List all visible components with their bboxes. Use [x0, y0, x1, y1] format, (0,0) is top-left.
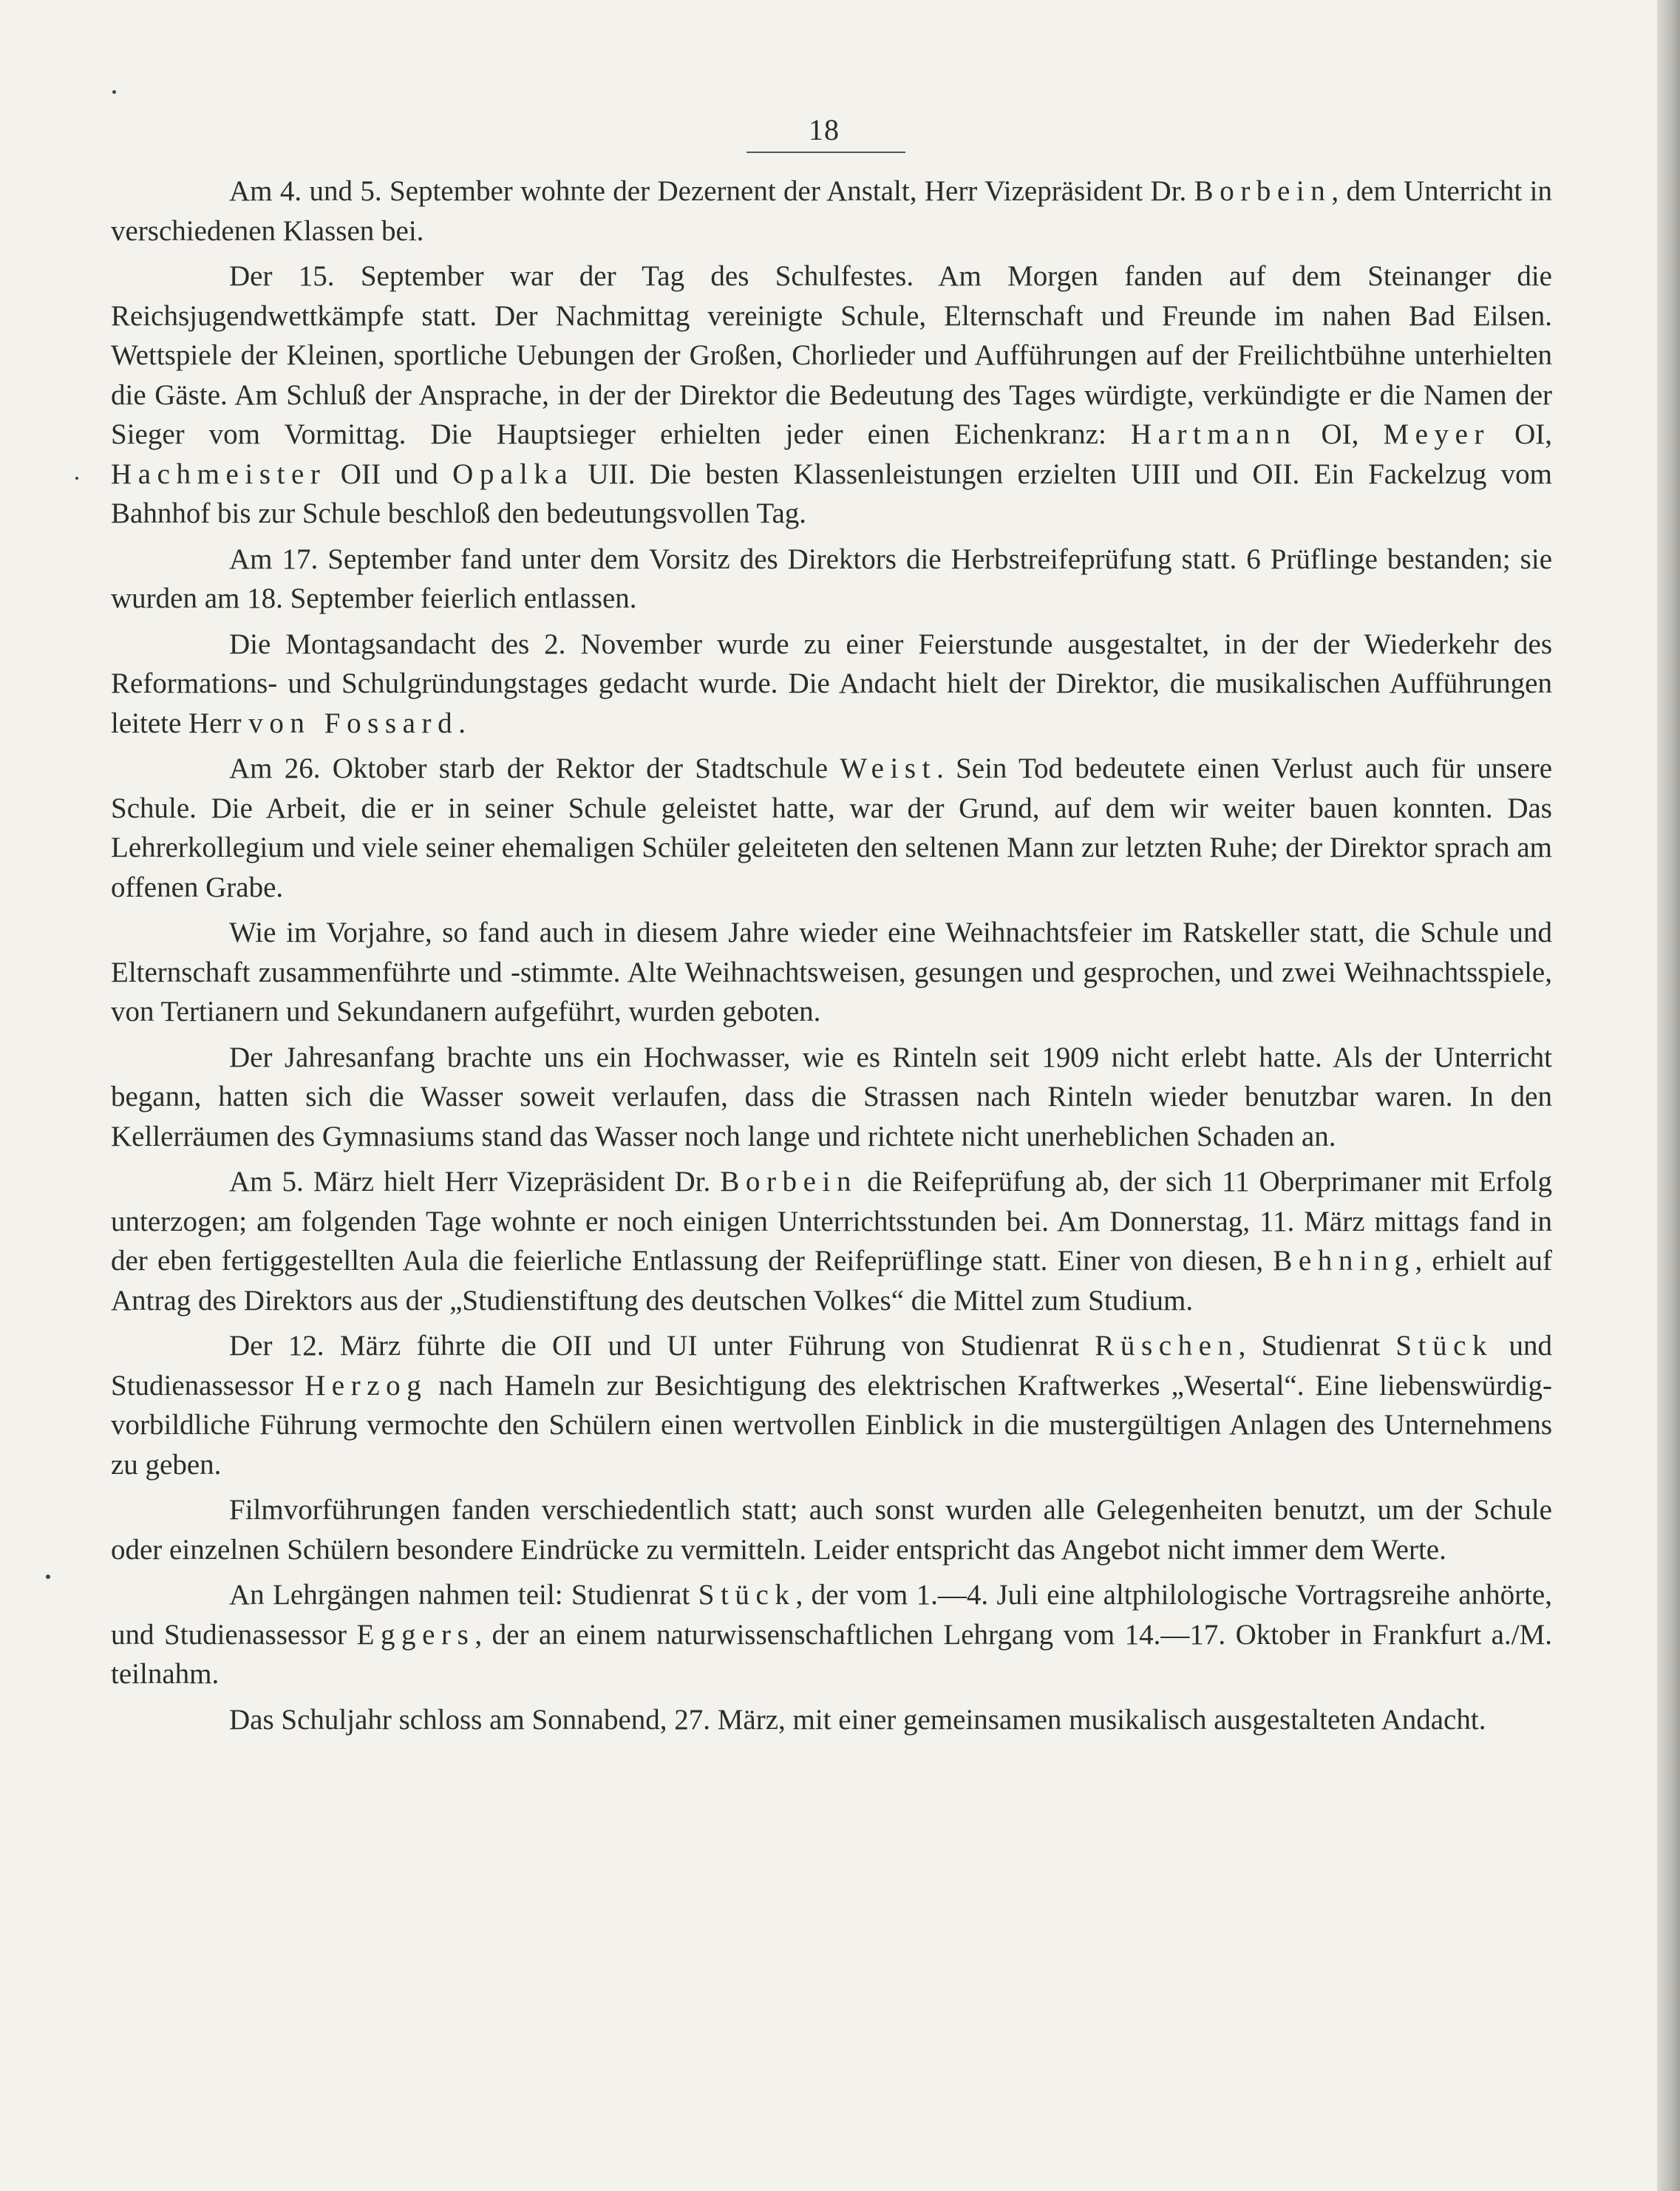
text-run: OI, — [1490, 418, 1553, 450]
text-run: OI, — [1296, 418, 1384, 450]
text-run: , erhielt auf Antrag des Direktors aus der „Studienstiftung des deutschen Volkes“ die Mittel zum Studium. — [111, 1245, 1553, 1317]
text-run: Der 12. März führte die OII und UI unter Führung von Studienrat — [229, 1330, 1095, 1362]
ink-speck — [75, 477, 78, 480]
ink-speck — [46, 1575, 50, 1579]
paragraph — [111, 257, 1552, 534]
text-run: , der vom 1.—4. Juli eine altphilologische Vortragsreihe anhörte, und Studienassessor — [111, 1579, 1552, 1651]
text-run: Am 4. und 5. September wohnte der Dezernent der Anstalt, Herr Vizepräsident Dr. — [229, 175, 1194, 207]
paragraph — [111, 1038, 1552, 1157]
spaced-name: Hartmann — [1130, 418, 1297, 450]
paragraph — [111, 540, 1552, 619]
text-run: Wie im Vorjahre, so fand auch in diesem Jahre wieder eine Weihnachtsfeier im Ratskeller statt, die Schule und Elternschaft zusammenführte und -stimmte. Alte Weihnachtsweisen, gesungen und gesprochen, und zwei Weihnachtsspiele, von Tertianern und Sekundanern aufgeführt, wurden geboten. — [111, 917, 1552, 1027]
spaced-name: Stück — [698, 1579, 796, 1611]
paragraph — [111, 1700, 1552, 1740]
text-run: , der an einem naturwissenschaftlichen Lehrgang vom 14.—17. Oktober in Frankfurt a./M. teilnahm. — [111, 1618, 1552, 1690]
spaced-name: von Fossard — [248, 707, 459, 739]
text-run: Filmvorführungen fanden verschiedentlich statt; auch sonst wurden alle Gelegenheiten benutzt, um der Schule oder einzelnen Schülern besondere Eindrücke zu vermitteln. Leider entspricht das Angebot nicht immer dem Werte. — [111, 1494, 1552, 1566]
paragraph — [111, 1162, 1552, 1320]
spaced-name: Meyer — [1383, 418, 1491, 450]
page-number-rule — [747, 152, 905, 153]
text-run: , dem Unterricht in verschiedenen Klassen bei. — [111, 175, 1552, 247]
paragraph — [111, 1326, 1552, 1484]
text-run: Am 5. März hielt Herr Vizepräsident Dr. — [229, 1166, 721, 1198]
text-run: , Studienrat — [1238, 1330, 1396, 1362]
page-number: 18 — [809, 113, 840, 146]
ink-speck — [112, 90, 116, 94]
text-run: OII und — [326, 458, 453, 490]
paragraph — [111, 749, 1552, 907]
text-run: . — [458, 707, 466, 739]
text-run: nach Hameln zur Besichtigung des elektrischen Kraftwerkes „Wesertal“. Eine liebenswürdig-vorbildliche Führung vermochte den Schülern einen wertvollen Einblick in die mustergültigen Anlagen des Unternehmens zu geben. — [111, 1369, 1552, 1481]
paragraph — [111, 913, 1552, 1032]
text-run: Die Montagsandacht des 2. November wurde zu einer Feierstunde ausgestaltet, in der der Wiederkehr des Reformations- und Schulgründungstages gedacht wurde. Die Andacht hielt der Direktor, die musikalischen Aufführungen leitete Herr — [111, 628, 1552, 739]
text-run: Das Schuljahr schloss am Sonnabend, 27. März, mit einer gemeinsamen musikalisch ausgestalteten Andacht. — [229, 1703, 1486, 1736]
text-run: Der Jahresanfang brachte uns ein Hochwasser, wie es Rinteln seit 1909 nicht erlebt hatte. Als der Unterricht begann, hatten sich die Wasser soweit verlaufen, dass die Strassen nach Rinteln wieder benutzbar waren. In den Kellerräumen des Gymnasiums stand das Wasser noch lange und richtete nicht unerheblichen Schaden an. — [111, 1041, 1552, 1152]
paragraph — [111, 171, 1552, 251]
text-run: Der 15. September war der Tag des Schulfestes. Am Morgen fanden auf dem Steinanger die Reichsjugendwettkämpfe statt. Der Nachmittag vereinigte Schule, Elternschaft und Freunde im nahen Bad Eilsen. Wettspiele der Kleinen, sportliche Uebungen der Großen, Chorlieder und Aufführungen auf der Freilichtbühne unterhielten die Gäste. Am Schluß der Ansprache, in der der Direktor die Bedeutung des Tages würdigte, verkündigte er die Namen der Sieger vom Vormittag. Die Hauptsieger erhielten jeder einen Eichenkranz: — [111, 260, 1552, 450]
text-run: die Reifeprüfung ab, der sich 11 Oberprimaner mit Erfolg unterzogen; am folgenden Tage wohnte er noch einigen Unterrichtsstunden bei. Am Donnerstag, 11. März mittags fand in der eben fertiggestellten Aula die feierliche Entlassung der Reifeprüflinge statt. Einer von diesen, — [111, 1166, 1552, 1277]
text-run: An Lehrgängen nahmen teil: Studienrat — [229, 1579, 698, 1611]
spaced-name: Behning — [1273, 1245, 1415, 1277]
spaced-name: Borbein — [1194, 175, 1332, 207]
text-run: UII. Die besten Klassenleistungen erzielten UIII und OII. Ein Fackelzug vom Bahnhof bis zur Schule beschloß den bedeutungsvollen Tag. — [111, 458, 1552, 529]
body-text — [111, 171, 1552, 1745]
spaced-name: Stück — [1395, 1330, 1494, 1362]
paragraph — [111, 1575, 1552, 1694]
spaced-name: Hachmeister — [111, 458, 327, 490]
paragraph — [111, 1490, 1552, 1569]
paragraph — [111, 625, 1552, 744]
text-run: . Sein Tod bedeutete einen Verlust auch für unsere Schule. Die Arbeit, die er in seiner Schule geleistet hatte, war der Grund, auf dem wir weiter bauen konnten. Das Lehrerkollegium und viele seiner ehemaligen Schüler geleiteten den seltenen Mann zur letzten Ruhe; der Direktor sprach am offenen Grabe. — [111, 753, 1553, 903]
spaced-name: Weist — [840, 753, 937, 784]
page-edge-shadow — [1657, 0, 1680, 2191]
spaced-name: Herzog — [305, 1369, 428, 1402]
spaced-name: Opalka — [452, 458, 574, 490]
text-run: und Studienassessor — [111, 1330, 1552, 1402]
spaced-name: Eggers — [356, 1618, 475, 1651]
text-run: Am 17. September fand unter dem Vorsitz des Direktors die Herbstreifeprüfung statt. 6 Prüflinge bestanden; sie wurden am 18. September feierlich entlassen. — [111, 543, 1552, 614]
spaced-name: Borbein — [720, 1166, 858, 1198]
spaced-name: Rüschen — [1095, 1330, 1239, 1362]
text-run: Am 26. Oktober starb der Rektor der Stadtschule — [229, 753, 840, 784]
